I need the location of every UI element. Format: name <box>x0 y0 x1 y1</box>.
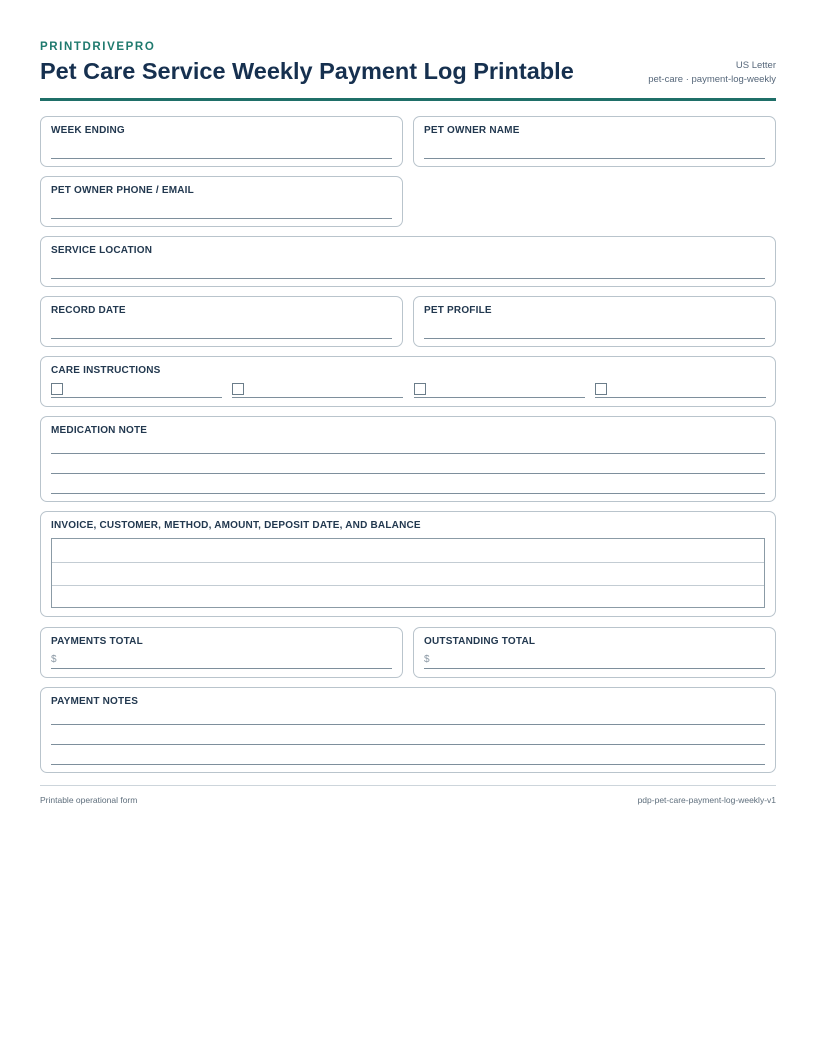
payments-total-field <box>40 627 403 678</box>
invoice-table-field <box>40 511 776 617</box>
pet-owner-contact-field <box>40 176 403 227</box>
service-location-label: SERVICE LOCATION <box>51 245 153 256</box>
brand-name: PRINTDRIVEPRO <box>40 41 156 53</box>
invoice-table <box>51 538 765 608</box>
checkbox[interactable] <box>595 383 607 395</box>
checkbox[interactable] <box>232 383 244 395</box>
checkbox-line <box>414 397 585 398</box>
form-page <box>40 40 776 101</box>
page-footer <box>40 785 776 805</box>
outstanding-total-input-line[interactable] <box>424 668 765 669</box>
payments-total-input-line[interactable] <box>51 668 392 669</box>
medication-note-line[interactable] <box>51 473 765 474</box>
medication-note-label: MEDICATION NOTE <box>51 425 148 436</box>
pet-profile-label: PET PROFILE <box>424 305 492 316</box>
payment-notes-field <box>40 687 776 773</box>
paper-size: US Letter <box>735 60 776 71</box>
record-date-input-line[interactable] <box>51 338 392 339</box>
payment-notes-line[interactable] <box>51 744 765 745</box>
checkbox[interactable] <box>414 383 426 395</box>
service-location-input-line[interactable] <box>51 278 765 279</box>
care-checkbox-item[interactable] <box>51 383 222 398</box>
medication-note-line[interactable] <box>51 493 765 494</box>
medication-note-line[interactable] <box>51 453 765 454</box>
outstanding-total-currency: $ <box>424 654 430 665</box>
outstanding-total-label: OUTSTANDING TOTAL <box>424 636 536 647</box>
checkbox[interactable] <box>51 383 63 395</box>
service-location-field <box>40 236 776 287</box>
payment-notes-line[interactable] <box>51 724 765 725</box>
payment-notes-label: PAYMENT NOTES <box>51 696 139 707</box>
footer-description: Printable operational form <box>40 795 138 805</box>
week-ending-field <box>40 116 403 167</box>
care-checkbox-item[interactable] <box>414 383 585 398</box>
pet-owner-contact-label: PET OWNER PHONE / EMAIL <box>51 185 194 196</box>
invoice-table-label: INVOICE, CUSTOMER, METHOD, AMOUNT, DEPOSIT DATE, AND BALANCE <box>51 520 421 531</box>
medication-note-field <box>40 416 776 502</box>
care-checkbox-item[interactable] <box>232 383 403 398</box>
form-meta <box>648 59 776 87</box>
form-header <box>40 40 776 101</box>
record-date-label: RECORD DATE <box>51 305 126 316</box>
pet-owner-name-label: PET OWNER NAME <box>424 125 520 136</box>
footer-form-id: pdp-pet-care-payment-log-weekly-v1 <box>637 795 776 805</box>
pet-owner-name-field <box>413 116 776 167</box>
checkbox-line <box>51 397 222 398</box>
form-tags: pet-care · payment-log-weekly <box>648 74 776 85</box>
care-instructions-field <box>40 356 776 407</box>
care-checkbox-item[interactable] <box>595 383 766 398</box>
payments-total-currency: $ <box>51 654 57 665</box>
table-row-divider <box>52 562 764 563</box>
pet-owner-contact-input-line[interactable] <box>51 218 392 219</box>
pet-profile-input-line[interactable] <box>424 338 765 339</box>
outstanding-total-field <box>413 627 776 678</box>
pet-profile-field <box>413 296 776 347</box>
payment-notes-line[interactable] <box>51 764 765 765</box>
week-ending-input-line[interactable] <box>51 158 392 159</box>
care-instructions-label: CARE INSTRUCTIONS <box>51 365 161 376</box>
pet-owner-name-input-line[interactable] <box>424 158 765 159</box>
page-title: Pet Care Service Weekly Payment Log Printable <box>40 58 574 84</box>
checkbox-line <box>595 397 766 398</box>
payments-total-label: PAYMENTS TOTAL <box>51 636 143 647</box>
table-row-divider <box>52 585 764 586</box>
week-ending-label: WEEK ENDING <box>51 125 125 136</box>
record-date-field <box>40 296 403 347</box>
checkbox-line <box>232 397 403 398</box>
